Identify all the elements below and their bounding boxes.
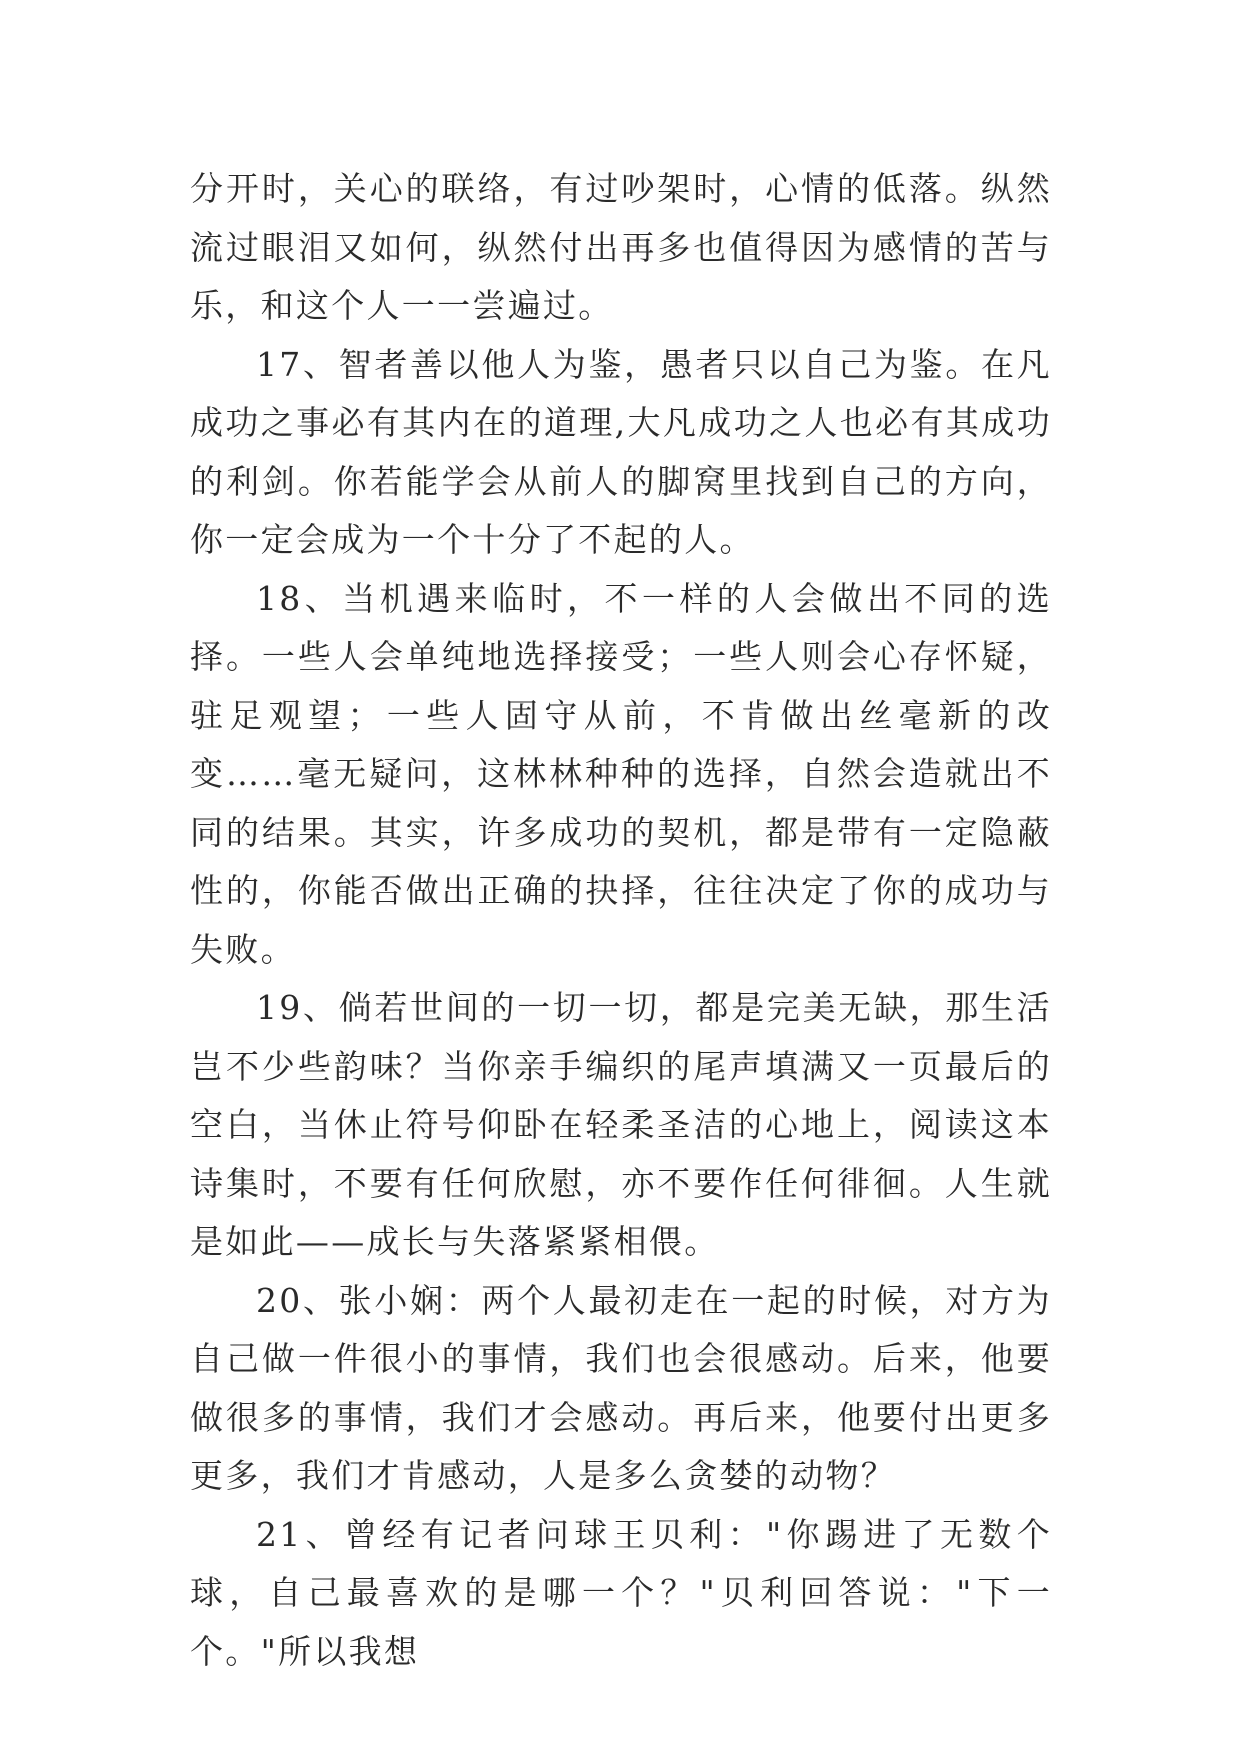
paragraph-19: 19、倘若世间的一切一切，都是完美无缺，那生活岂不少些韵味？当你亲手编织的尾声填满又一页最后的空白，当休止符号仰卧在轻柔圣洁的心地上，阅读这本诗集时，不要有任何欣慰，亦不要作任何徘徊。人生就是如此——成长与失落紧紧相偎。 bbox=[190, 988, 1052, 1261]
paragraph-17: 17、智者善以他人为鉴，愚者只以自己为鉴。在凡成功之事必有其内在的道理,大凡成功之人也必有其成功的利剑。你若能学会从前人的脚窝里找到自己的方向，你一定会成为一个十分了不起的人。 bbox=[190, 344, 1052, 559]
paragraph-18: 18、当机遇来临时，不一样的人会做出不同的选择。一些人会单纯地选择接受；一些人则会心存怀疑，驻足观望；一些人固守从前，不肯做出丝毫新的改变……毫无疑问，这林林种种的选择，自然会造就出不同的结果。其实，许多成功的契机，都是带有一定隐蔽性的，你能否做出正确的抉择，往往决定了你的成功与失败。 bbox=[190, 578, 1052, 969]
paragraph-21: 21、曾经有记者问球王贝利："你踢进了无数个球，自己最喜欢的是哪一个？"贝利回答说："下一个。"所以我想 bbox=[190, 1514, 1052, 1671]
paragraph-20: 20、张小娴：两个人最初走在一起的时候，对方为自己做一件很小的事情，我们也会很感动。后来，他要做很多的事情，我们才会感动。再后来，他要付出更多更多，我们才肯感动，人是多么贪婪的动物？ bbox=[190, 1280, 1052, 1495]
body-text bbox=[190, 160, 1052, 1681]
paragraph-16-continued: 分开时，关心的联络，有过吵架时，心情的低落。纵然流过眼泪又如何，纵然付出再多也值得因为感情的苦与乐，和这个人一一尝遍过。 bbox=[190, 169, 1052, 325]
